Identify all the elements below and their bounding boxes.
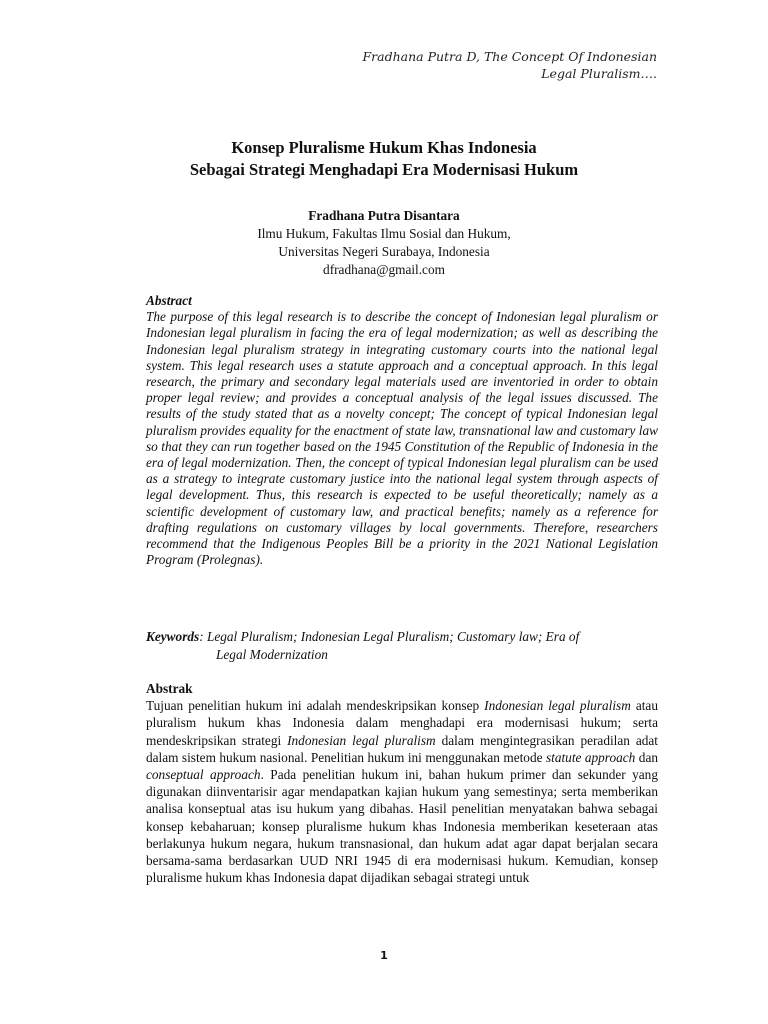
author-affiliation-2: Universitas Negeri Surabaya, Indonesia <box>278 244 490 259</box>
running-head-line1: Fradhana Putra D, The Concept Of Indonesian <box>362 49 657 64</box>
abstrak-italic-3: statute approach <box>545 749 636 765</box>
abstrak-italic-4: conseptual approach <box>146 767 261 783</box>
keywords-line1: : Legal Pluralism; Indonesian Legal Pluralism; Customary law; Era of <box>199 629 580 644</box>
keywords-section <box>146 628 658 664</box>
title-line1: Konsep Pluralisme Hukum Khas Indonesia <box>231 138 537 157</box>
title-line2: Sebagai Strategi Menghadapi Era Modernisasi Hukum <box>189 160 579 179</box>
running-head-line2: Legal Pluralism…. <box>541 66 657 81</box>
abstrak-part-2: atau pluralism hukum khas Indonesia dalam menghadapi era modernisasi hukum; serta mendeskripsikan strategi <box>146 698 658 748</box>
page-number: 1 <box>380 949 388 962</box>
abstrak-section <box>146 680 658 886</box>
author-email: dfradhana@gmail.com <box>323 262 445 277</box>
abstract-heading: Abstract <box>146 293 192 308</box>
abstrak-text <box>146 697 658 886</box>
author-affiliation-1: Ilmu Hukum, Fakultas Ilmu Sosial dan Hukum, <box>257 226 511 241</box>
abstrak-italic-2: Indonesian legal pluralism <box>287 732 436 748</box>
running-head <box>362 48 657 82</box>
abstrak-italic-1: Indonesian legal pluralism <box>484 698 631 714</box>
abstrak-part-4: dan <box>635 749 658 765</box>
abstrak-part-5: . Pada penelitian hukum ini, bahan hukum primer dan sekunder yang digunakan diinventarisir agar mendapatkan kajian hukum yang semestinya; serta memberikan analisa konseptual atas isu hukum yang dibahas. Hasil penelitian menyatakan bahwa sebagai konsep kebaharuan; konsep pluralisme hukum khas Indonesia memberikan keseteraan atas berlakunya hukum negara, hukum transnasional, dan hukum adat agar dapat berjalan secara bersama-sama berdasarkan UUD NRI 1945 di era modernisasi hukum. Kemudian, konsep pluralisme hukum khas Indonesia dapat dijadikan sebagai strategi untuk <box>146 767 658 886</box>
author-block <box>110 207 658 279</box>
abstrak-part-1: Tujuan penelitian hukum ini adalah mendeskripsikan konsep <box>146 698 485 714</box>
abstract-text: The purpose of this legal research is to describe the concept of Indonesian legal pluralism or Indonesian legal pluralism in facing the era of legal modernization; as well as describing the Indonesian legal pluralism strategy in integrating customary courts into the national legal system. This legal research uses a statute approach and a conceptual approach. In this legal research, the primary and secondary legal materials used are inventoried in order to obtain proper legal review; and provides a conceptual analysis of the legal issues discussed. The results of the study stated that as a novelty concept; The concept of typical Indonesian legal pluralism provides equality for the enactment of state law, transnational law and customary law so that they can run together based on the 1945 Constitution of the Republic of Indonesia in the era of legal modernization. Then, the concept of typical Indonesian legal pluralism can be used as a strategy to integrate customary justice into the national legal system through aspects of legal development. Thus, this research is expected to be useful theoretically; namely as a scientific development of customary law, and practical benefits; namely as a reference for drafting regulations on customary villages by local governments. Therefore, researchers recommend that the Indigenous Peoples Bill be a priority in the 2021 National Legislation Program (Prolegnas). <box>146 309 658 568</box>
abstrak-part-3: dalam mengintegrasikan peradilan adat dalam sistem hukum nasional. Penelitian hukum ini menggunakan metode <box>146 732 658 765</box>
abstract-section <box>146 293 658 568</box>
abstrak-heading: Abstrak <box>146 681 193 696</box>
paper-title <box>110 137 658 181</box>
author-name: Fradhana Putra Disantara <box>308 208 460 223</box>
keywords-line2: Legal Modernization <box>216 647 328 662</box>
keywords-label: Keywords <box>146 629 200 644</box>
